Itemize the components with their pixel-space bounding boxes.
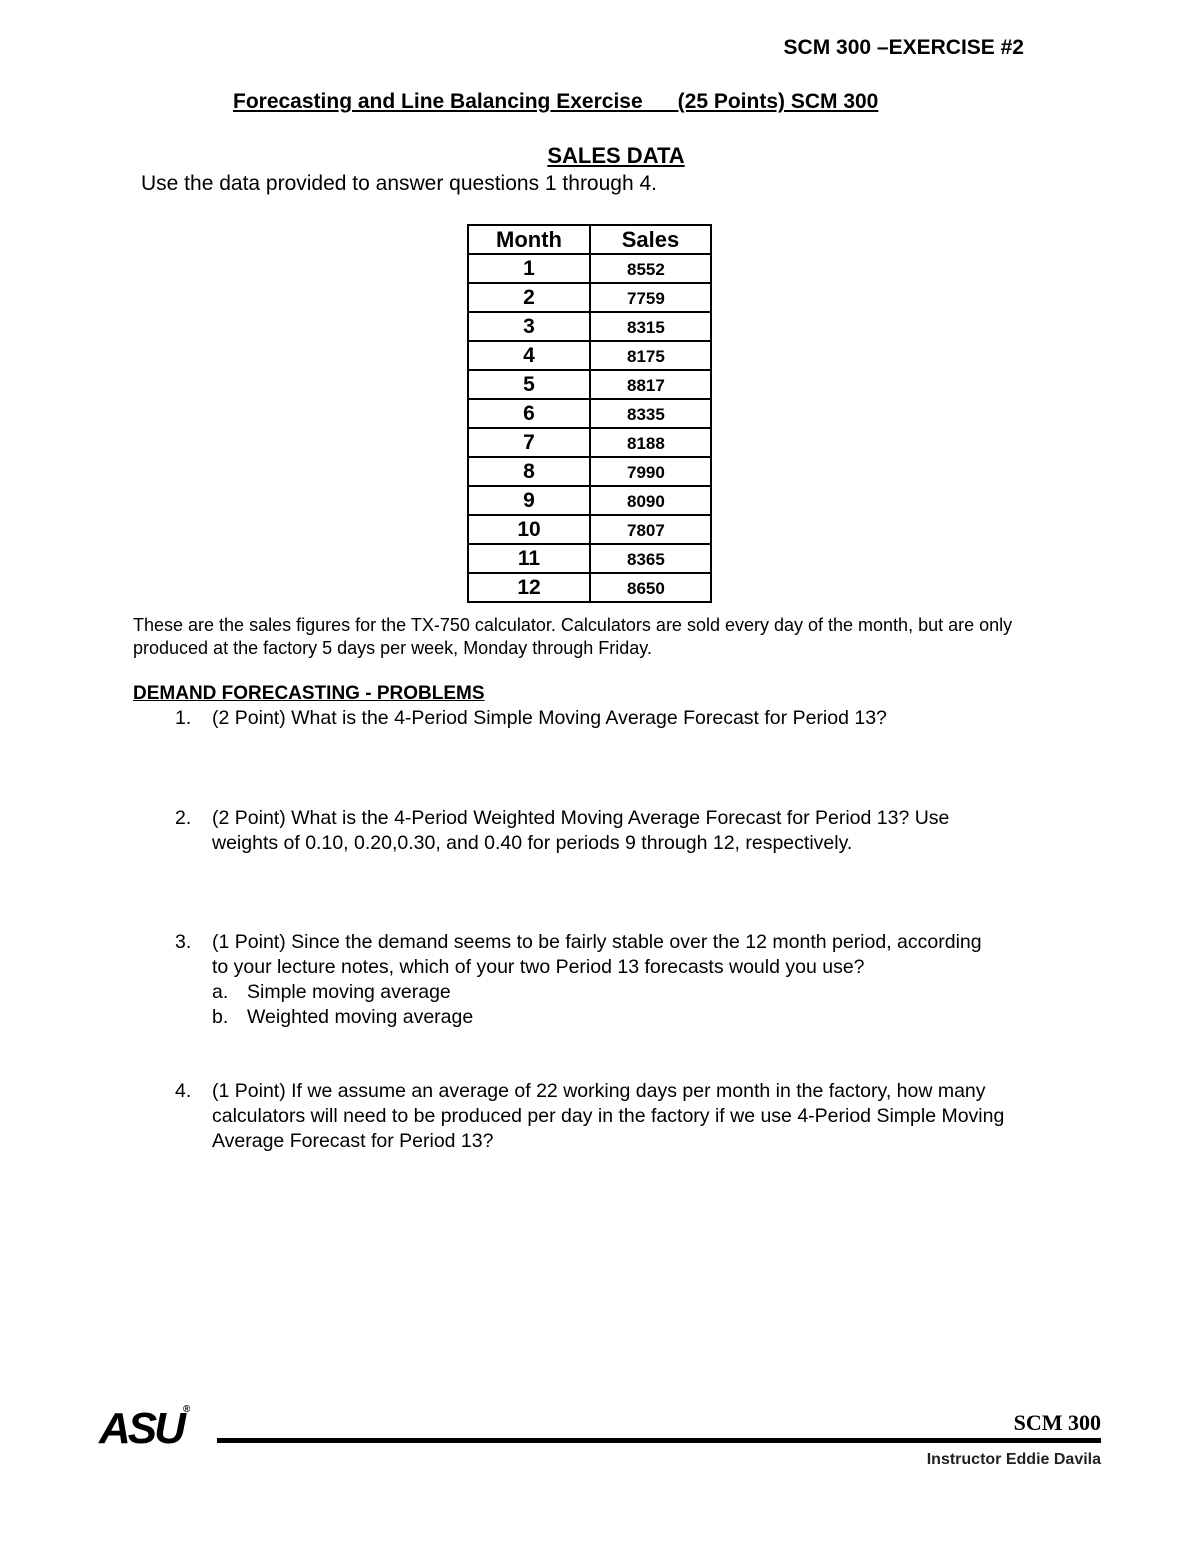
table-row [468, 544, 711, 573]
sales-cell: 8090 [590, 486, 711, 515]
sales-cell: 8175 [590, 341, 711, 370]
asu-logo-text: ASU [99, 1404, 183, 1453]
table-row [468, 370, 711, 399]
sales-cell: 8365 [590, 544, 711, 573]
question-number: 3. [175, 931, 192, 953]
question-number: 1. [175, 707, 192, 729]
sales-cell: 8188 [590, 428, 711, 457]
sales-cell: 8552 [590, 254, 711, 283]
table-row [468, 283, 711, 312]
option-text: Weighted moving average [247, 1006, 474, 1028]
table-row [468, 457, 711, 486]
question-2 [175, 806, 1005, 856]
table-row [468, 341, 711, 370]
month-cell: 9 [468, 486, 590, 515]
exercise-header: SCM 300 –EXERCISE #2 [783, 36, 1024, 59]
question-text: (2 Point) What is the 4-Period Weighted Moving Average Forecast for Period 13? Use weights of 0.10, 0.20,0.30, and 0.40 for periods 9 through 12, respectively. [212, 807, 950, 854]
month-column-header: Month [468, 225, 590, 254]
table-row [468, 399, 711, 428]
registered-mark: ® [182, 1404, 191, 1415]
table-row [468, 573, 711, 602]
sales-cell: 8315 [590, 312, 711, 341]
question-text: (2 Point) What is the 4-Period Simple Moving Average Forecast for Period 13? [212, 707, 887, 729]
question-number: 2. [175, 807, 192, 829]
sales-intro-text: Use the data provided to answer questions 1 through 4. [141, 172, 657, 195]
sales-cell: 7990 [590, 457, 711, 486]
table-row [468, 312, 711, 341]
option-letter: a. [212, 981, 229, 1003]
asu-logo [99, 1404, 190, 1454]
month-cell: 11 [468, 544, 590, 573]
option-text: Simple moving average [247, 981, 451, 1003]
footer-instructor: Instructor Eddie Davila [926, 1451, 1101, 1468]
question-text: (1 Point) Since the demand seems to be fairly stable over the 12 month period, according to your lecture notes, which of your two Period 13 forecasts would you use? [212, 931, 982, 978]
table-row [468, 428, 711, 457]
table-row [468, 254, 711, 283]
footer-course: SCM 300 [1013, 1410, 1101, 1435]
month-cell: 12 [468, 573, 590, 602]
month-cell: 6 [468, 399, 590, 428]
question-3 [175, 930, 1005, 1030]
month-cell: 3 [468, 312, 590, 341]
sales-data-title: SALES DATA [547, 143, 685, 168]
sales-cell: 8650 [590, 573, 711, 602]
question-1 [175, 706, 1005, 731]
option-a [212, 980, 1005, 1005]
page-title: Forecasting and Line Balancing Exercise (25 Points) SCM 300 [233, 90, 879, 113]
month-cell: 5 [468, 370, 590, 399]
month-cell: 7 [468, 428, 590, 457]
option-b [212, 1005, 1005, 1030]
question-text: (1 Point) If we assume an average of 22 working days per month in the factory, how many calculators will need to be produced per day in the factory if we use 4-Period Simple Moving Average Forecast for Period 13? [212, 1080, 1005, 1152]
sales-cell: 8817 [590, 370, 711, 399]
sales-column-header: Sales [590, 225, 711, 254]
table-row [468, 486, 711, 515]
month-cell: 8 [468, 457, 590, 486]
sales-description: These are the sales figures for the TX-750 calculator. Calculators are sold every day of the month, but are only produced at the factory 5 days per week, Monday through Friday. [133, 615, 1013, 658]
month-cell: 4 [468, 341, 590, 370]
footer-divider [217, 1438, 1101, 1443]
sales-cell: 7759 [590, 283, 711, 312]
month-cell: 10 [468, 515, 590, 544]
month-cell: 2 [468, 283, 590, 312]
table-header-row [468, 225, 711, 254]
sales-cell: 7807 [590, 515, 711, 544]
sales-cell: 8335 [590, 399, 711, 428]
option-letter: b. [212, 1006, 229, 1028]
question-4 [175, 1079, 1005, 1154]
sales-table [467, 224, 712, 603]
month-cell: 1 [468, 254, 590, 283]
question-number: 4. [175, 1080, 192, 1102]
problems-title: DEMAND FORECASTING - PROBLEMS [133, 683, 485, 704]
table-row [468, 515, 711, 544]
